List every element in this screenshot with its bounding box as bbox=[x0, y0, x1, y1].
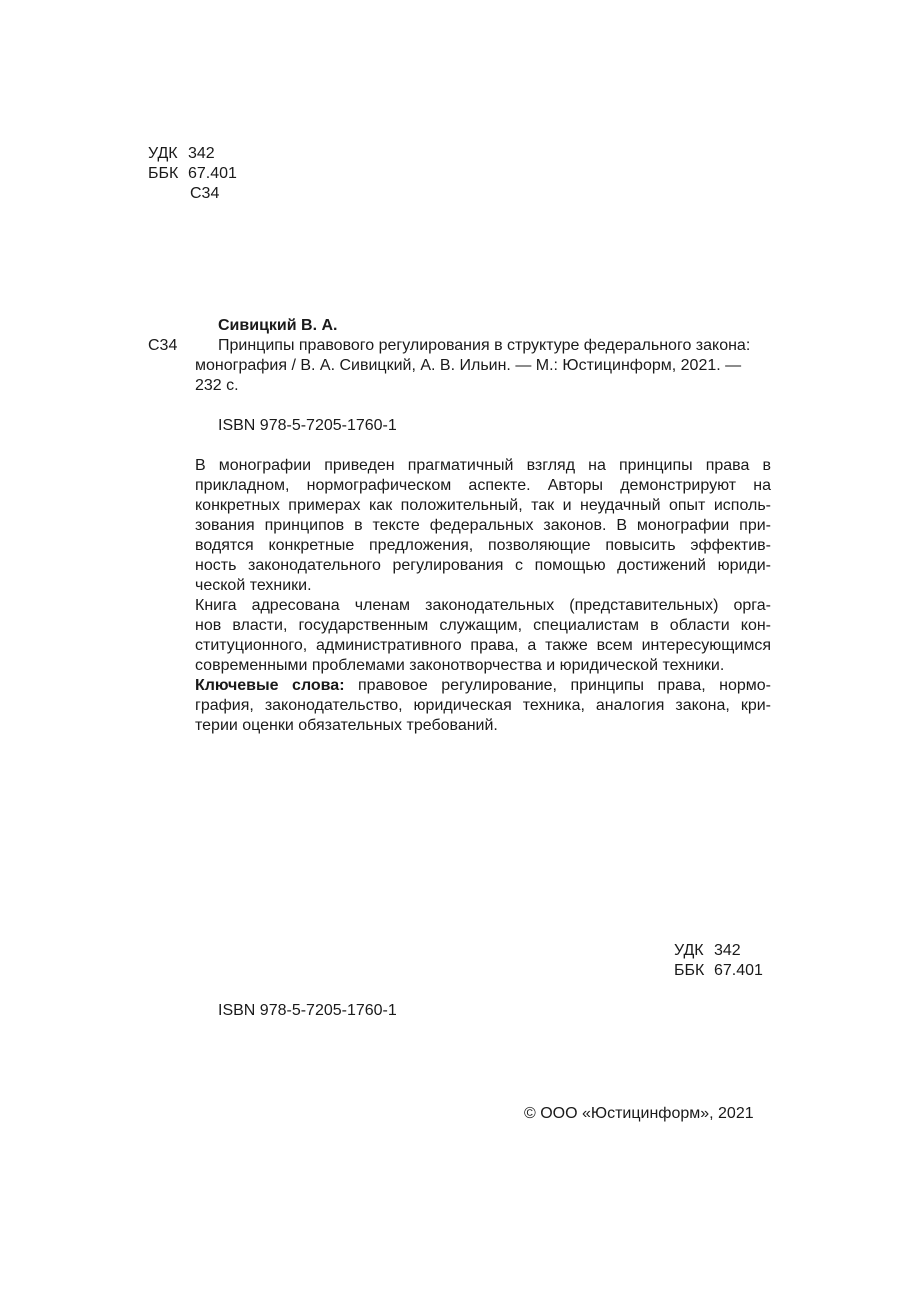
abstract-line: ституционного, административного права, а также всем интересующимся bbox=[195, 637, 771, 654]
udk-label: УДК bbox=[674, 942, 704, 959]
keywords-label: Ключевые слова: bbox=[195, 677, 345, 694]
bbk-value: 67.401 bbox=[714, 962, 763, 979]
catalog-author-mark: С34 bbox=[148, 337, 178, 354]
top-classification-codes bbox=[148, 144, 237, 204]
bottom-classification-codes bbox=[674, 941, 763, 981]
abstract-line-text: В монографии приведен прагматичный взгляд на принципы права в bbox=[195, 457, 771, 474]
abstract-line: прикладном, нормографическом аспекте. Авторы демонстрируют на bbox=[195, 477, 771, 494]
bbk-row bbox=[148, 164, 237, 184]
udk-row bbox=[148, 144, 237, 164]
abstract-line: водятся конкретные предложения, позволяющие повысить эффектив- bbox=[195, 537, 771, 554]
bib-line: 232 с. bbox=[195, 377, 239, 394]
author-name: Сивицкий В. А. bbox=[218, 317, 338, 334]
udk-value: 342 bbox=[188, 145, 215, 162]
abstract-line: графия, законодательство, юридическая техника, аналогия закона, кри- bbox=[195, 697, 771, 714]
abstract-line bbox=[195, 456, 771, 476]
abstract-line: ность законодательного регулирования с помощью достижений юриди- bbox=[195, 557, 771, 574]
abstract-line: нов власти, государственным служащим, специалистам в области кон- bbox=[195, 617, 771, 634]
bibliographic-description bbox=[195, 336, 771, 396]
abstract-line-text: Книга адресована членам законодательных (представительных) орга- bbox=[195, 597, 771, 614]
isbn-top: ISBN 978-5-7205-1760-1 bbox=[218, 417, 397, 434]
abstract-line: ческой техники. bbox=[195, 577, 312, 594]
abstract-paragraph-2 bbox=[195, 596, 771, 676]
abstract-paragraph-1 bbox=[195, 456, 771, 596]
bbk-value: 67.401 bbox=[188, 165, 237, 182]
abstract-line bbox=[195, 596, 771, 616]
isbn-bottom: ISBN 978-5-7205-1760-1 bbox=[218, 1002, 397, 1019]
author-mark: С34 bbox=[190, 185, 220, 202]
bbk-row bbox=[674, 961, 763, 981]
abstract-line-text: правовое регулирование, принципы права, нормо- bbox=[344, 677, 771, 694]
abstract bbox=[195, 456, 771, 736]
abstract-paragraph-keywords bbox=[195, 676, 771, 736]
abstract-line bbox=[195, 676, 771, 696]
abstract-line: конкретных примерах как положительный, так и неудачный опыт исполь- bbox=[195, 497, 771, 514]
udk-label: УДК bbox=[148, 145, 178, 162]
abstract-line: современными проблемами законотворчества и юридической техники. bbox=[195, 657, 725, 674]
udk-row bbox=[674, 941, 763, 961]
abstract-line: терии оценки обязательных требований. bbox=[195, 717, 498, 734]
bib-line: монография / В. А. Сивицкий, А. В. Ильин. — М.: Юстицинформ, 2021. — bbox=[195, 357, 742, 374]
abstract-line: зования принципов в тексте федеральных законов. В монографии при- bbox=[195, 517, 771, 534]
bbk-label: ББК bbox=[148, 165, 179, 182]
bib-line: Принципы правового регулирования в структуре федерального закона: bbox=[218, 337, 751, 354]
copyright-notice: © ООО «Юстицинформ», 2021 bbox=[524, 1105, 754, 1122]
udk-value: 342 bbox=[714, 942, 741, 959]
bbk-label: ББК bbox=[674, 962, 705, 979]
